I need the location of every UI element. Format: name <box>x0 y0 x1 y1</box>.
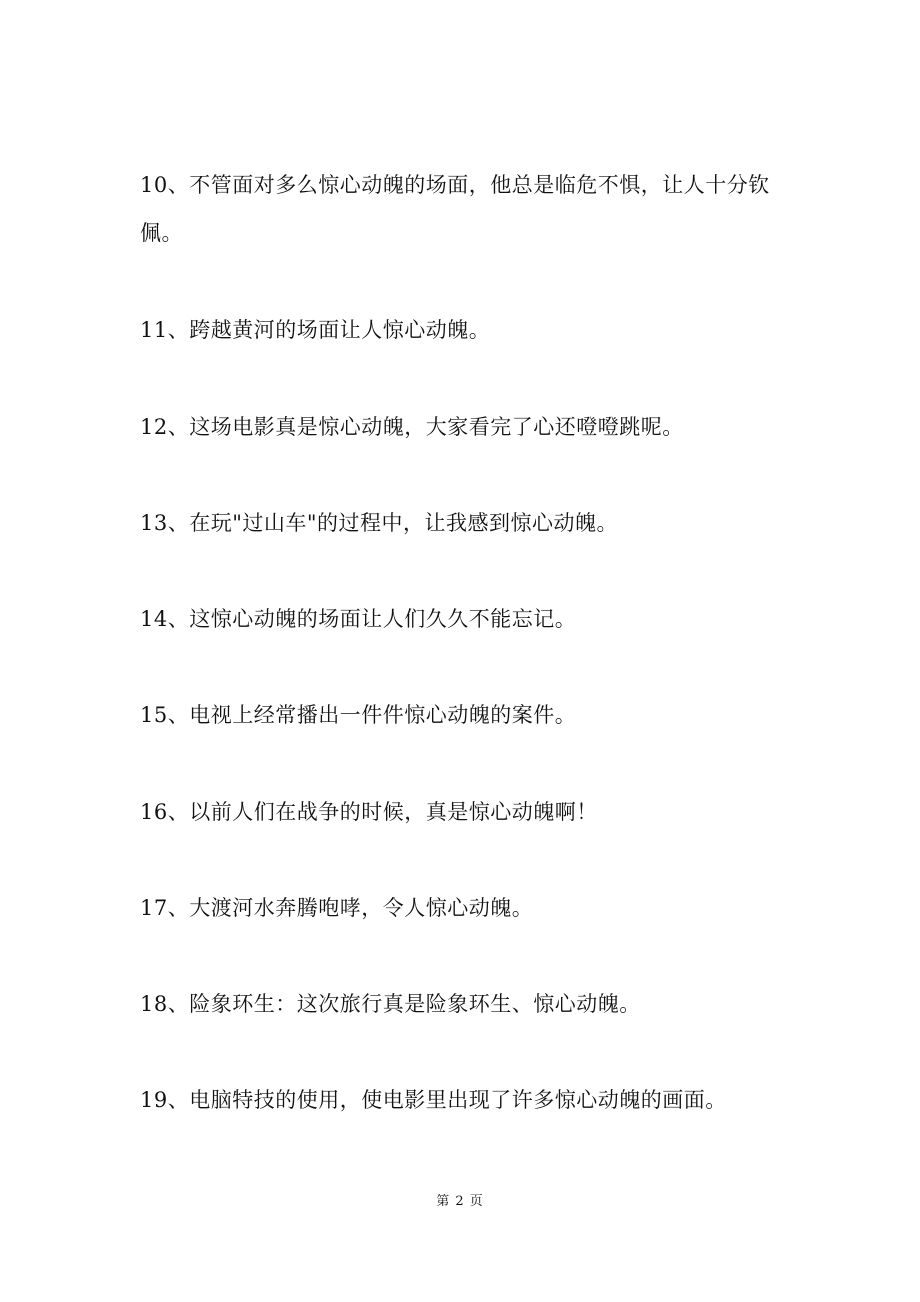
sentence-11: 11、跨越黄河的场面让人惊心动魄。 <box>140 318 491 342</box>
sentence-19: 19、电脑特技的使用，使电影里出现了许多惊心动魄的画面。 <box>140 1088 727 1112</box>
sentence-10: 10、不管面对多么惊心动魄的场面，他总是临危不惧，让人十分钦佩。 <box>140 173 770 245</box>
sentence-15: 15、电视上经常播出一件件惊心动魄的案件。 <box>140 703 577 727</box>
sentence-14: 14、这惊心动魄的场面让人们久久不能忘记。 <box>140 607 577 631</box>
sentence-16: 16、以前人们在战争的时候，真是惊心动魄啊！ <box>140 800 598 824</box>
sentence-13: 13、在玩"过山车"的过程中，让我感到惊心动魄。 <box>140 511 619 535</box>
page-number-footer: 第 2 页 <box>436 1194 484 1209</box>
sentence-12: 12、这场电影真是惊心动魄，大家看完了心还噔噔跳呢。 <box>140 415 684 439</box>
sentence-18: 18、险象环生：这次旅行真是险象环生、惊心动魄。 <box>140 992 641 1016</box>
sentence-17: 17、大渡河水奔腾咆哮，令人惊心动魄。 <box>140 896 534 920</box>
